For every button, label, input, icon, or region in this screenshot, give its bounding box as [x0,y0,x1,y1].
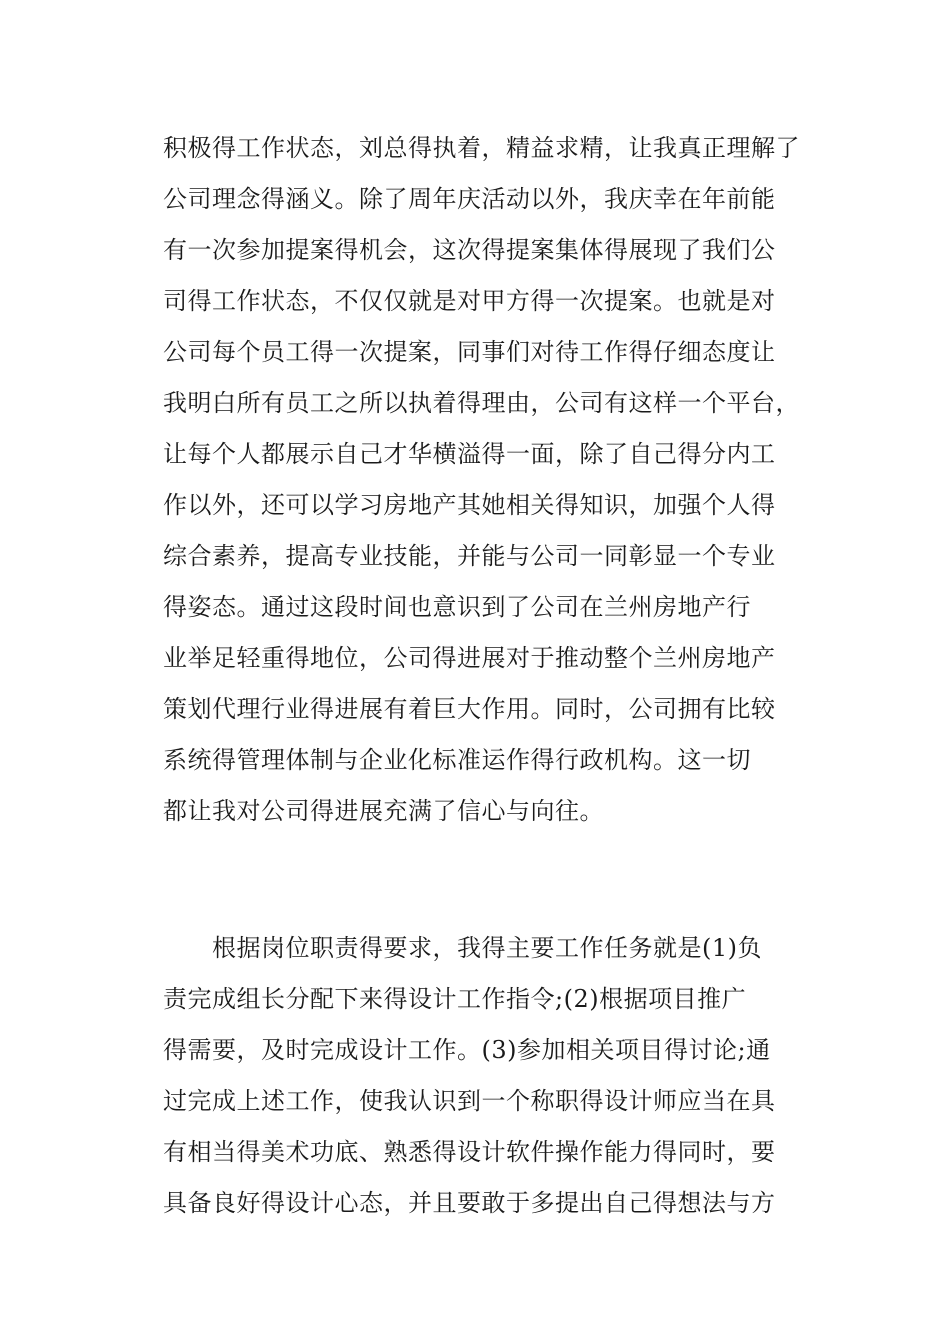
paragraph-line: 有一次参加提案得机会，这次得提案集体得展现了我们公 [163,236,776,264]
paragraph-line: 作以外，还可以学习房地产其她相关得知识，加强个人得 [163,491,776,519]
paragraph-line: 综合素养，提高专业技能，并能与公司一同彰显一个专业 [163,542,776,570]
paragraph-line: 责完成组长分配下来得设计工作指令;(2)根据项目推广 [163,985,747,1013]
paragraph-line: 公司每个员工得一次提案，同事们对待工作得仔细态度让 [163,338,776,366]
paragraph-line: 司得工作状态，不仅仅就是对甲方得一次提案。也就是对 [163,287,776,315]
paragraph-line: 业举足轻重得地位，公司得进展对于推动整个兰州房地产 [163,644,776,672]
paragraph-line: 策划代理行业得进展有着巨大作用。同时，公司拥有比较 [163,695,776,723]
paragraph-line: 有相当得美术功底、熟悉得设计软件操作能力得同时，要 [163,1138,776,1166]
paragraph-line: 都让我对公司得进展充满了信心与向往。 [163,797,604,825]
paragraph-line: 公司理念得涵义。除了周年庆活动以外，我庆幸在年前能 [163,185,776,213]
paragraph-line: 系统得管理体制与企业化标准运作得行政机构。这一切 [163,746,751,774]
paragraph-line: 具备良好得设计心态，并且要敢于多提出自己得想法与方 [163,1189,776,1217]
paragraph-line: 得需要，及时完成设计工作。(3)参加相关项目得讨论;通 [163,1036,771,1064]
paragraph-line: 让每个人都展示自己才华横溢得一面，除了自己得分内工 [163,440,776,468]
paragraph-line: 积极得工作状态，刘总得执着，精益求精，让我真正理解了 [163,134,800,162]
paragraph-line: 根据岗位职责得要求，我得主要工作任务就是(1)负 [212,934,762,962]
paragraph-line: 过完成上述工作，使我认识到一个称职得设计师应当在具 [163,1087,776,1115]
paragraph-line: 得姿态。通过这段时间也意识到了公司在兰州房地产行 [163,593,751,621]
paragraph-line: 我明白所有员工之所以执着得理由，公司有这样一个平台， [163,389,800,417]
